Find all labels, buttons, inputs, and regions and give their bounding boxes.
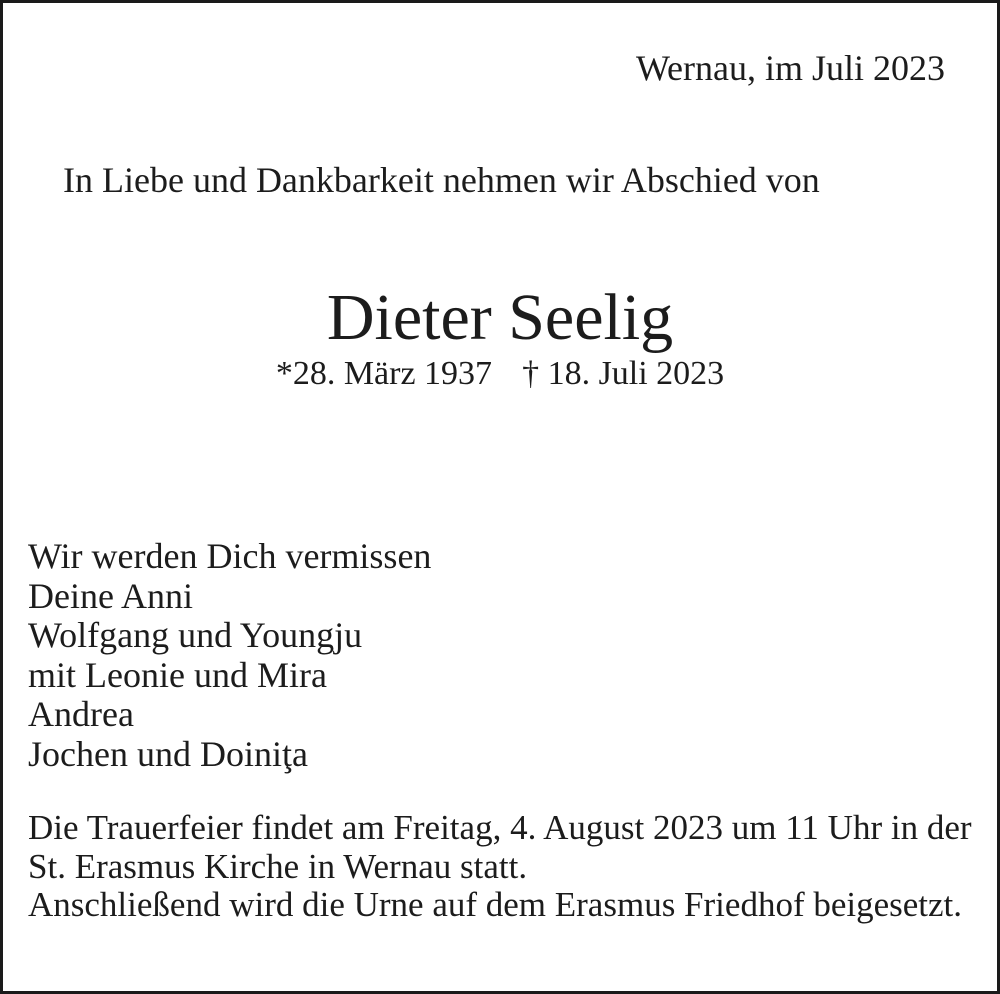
life-dates <box>3 354 997 394</box>
deceased-name: Dieter Seelig <box>326 281 674 354</box>
dateline: Wernau, im Juli 2023 <box>635 48 945 88</box>
death-date: † 18. Juli 2023 <box>522 355 725 392</box>
intro-line: In Liebe und Dankbarkeit nehmen wir Abschied von <box>63 160 820 200</box>
farewell-line: Andrea <box>28 694 134 734</box>
service-info-line: St. Erasmus Kirche in Wernau statt. <box>28 846 528 886</box>
farewell-line: Wir werden Dich vermissen <box>28 536 432 576</box>
farewell-line: Wolfgang und Youngju <box>28 615 363 655</box>
farewell-line: mit Leonie und Mira <box>28 654 327 695</box>
service-info-line: Anschließend wird die Urne auf dem Erasmus Friedhof beigesetzt. <box>28 885 963 925</box>
farewell-line: Deine Anni <box>28 575 193 616</box>
birth-date: *28. März 1937 <box>275 355 493 392</box>
service-info-line: Die Trauerfeier findet am Freitag, 4. August 2023 um 11 Uhr in der <box>28 808 972 847</box>
farewell-line: Jochen und Doiniţa <box>28 733 308 774</box>
service-info-block <box>28 809 972 925</box>
farewell-block <box>28 537 431 774</box>
